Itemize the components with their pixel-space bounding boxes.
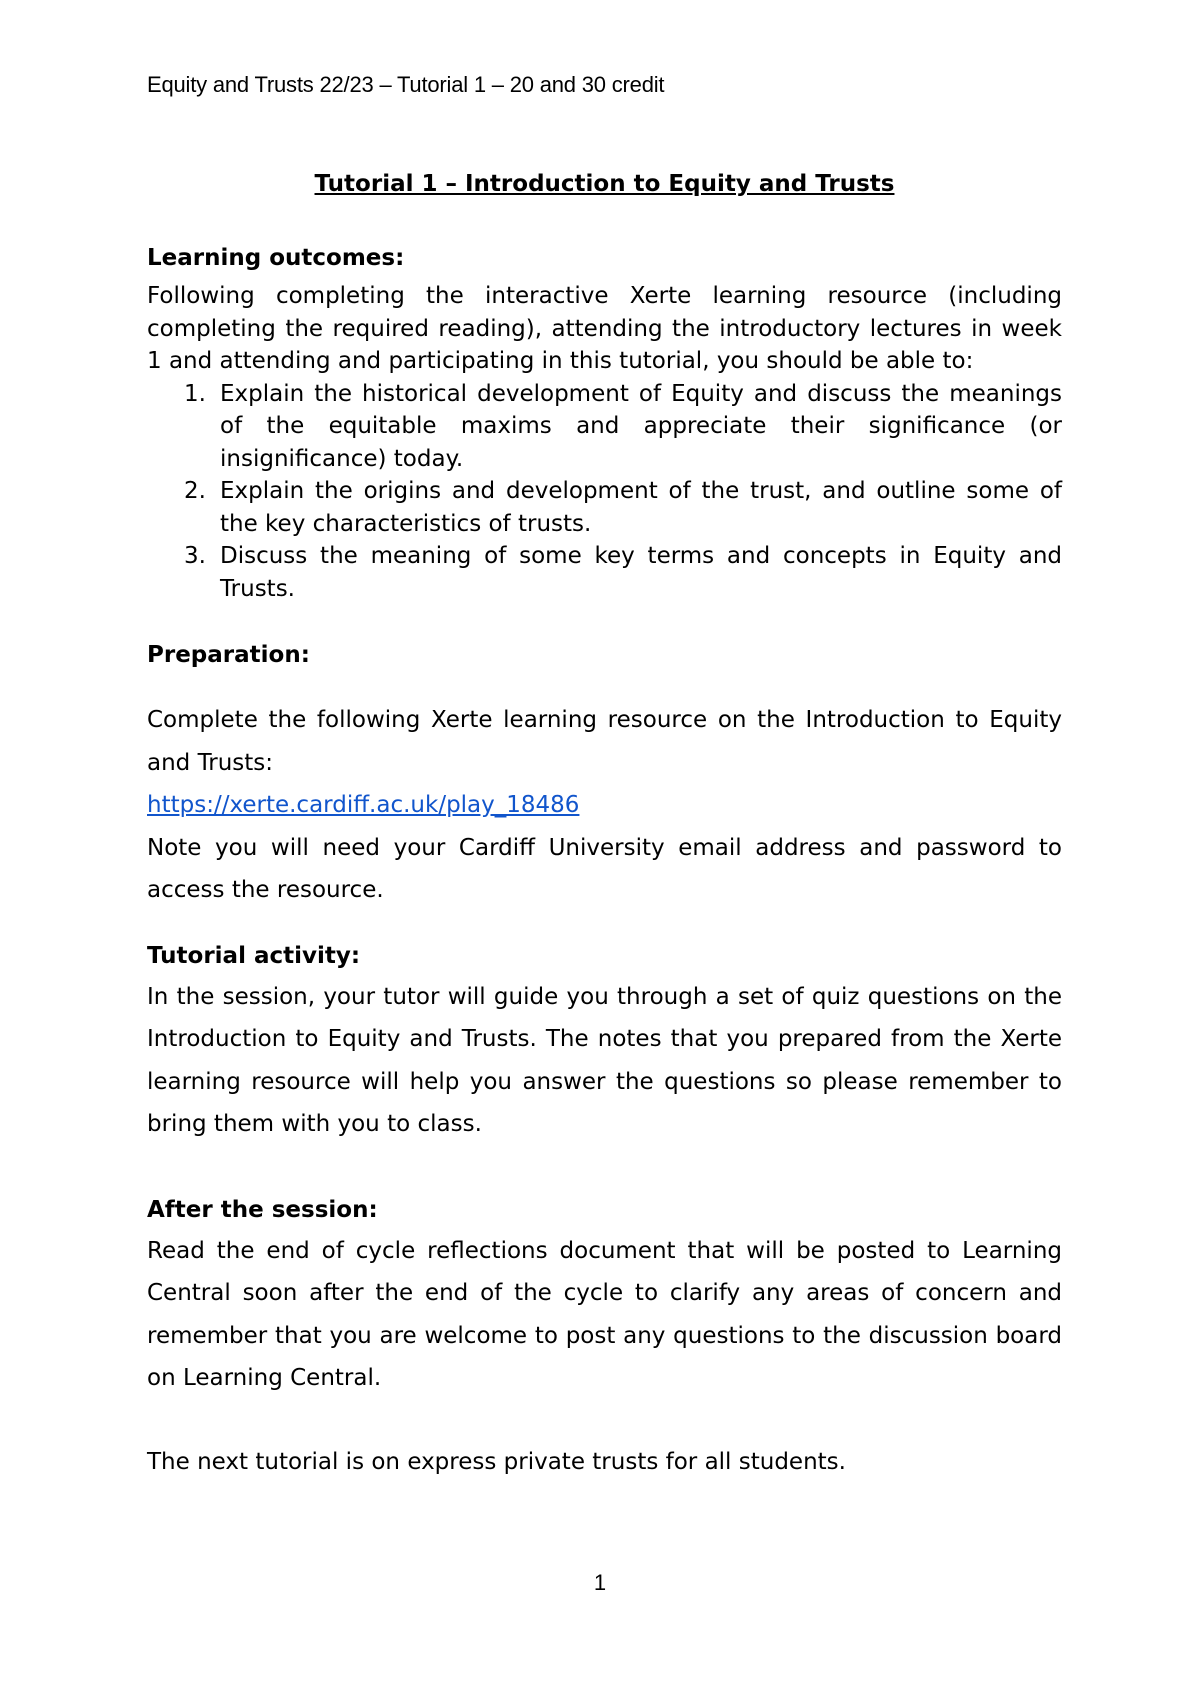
list-item-number: 3.: [184, 543, 206, 569]
xerte-resource-link[interactable]: https://xerte.cardiff.ac.uk/play_18486: [147, 792, 580, 818]
list-item: [147, 475, 1062, 540]
list-item: [147, 378, 1062, 476]
after-session-text: Read the end of cycle reflections document that will be posted to Learning Central soon after the end of the cycle to clarify any areas of concern and remember that you are welcome to post any questions to the discussion board on Learning Central.: [147, 1237, 1062, 1391]
page-number: 1: [593, 1570, 607, 1595]
list-item: [147, 540, 1062, 605]
list-item-text: Explain the historical development of Equity and discuss the meanings of the equitable maxims and appreciate their significance (or insignificance) today.: [220, 380, 1062, 472]
list-item-number: 2.: [184, 478, 206, 504]
preparation-note: Note you will need your Cardiff University email address and password to access the resource.: [147, 834, 1062, 903]
learning-outcomes-intro: Following completing the interactive Xerte learning resource (including completing the required reading), attending the introductory lectures in week 1 and attending and participating in this tutorial, you should be able to:: [147, 283, 1062, 374]
tutorial-activity-heading: Tutorial activity:: [147, 942, 361, 969]
list-item-number: 1.: [184, 380, 206, 407]
learning-outcomes-heading: Learning outcomes:: [147, 245, 405, 271]
list-item-text: Explain the origins and development of the trust, and outline some of the key characteristics of trusts.: [220, 478, 1062, 537]
document-title: Tutorial 1 – Introduction to Equity and Trusts: [314, 171, 895, 197]
next-tutorial-text: The next tutorial is on express private trusts for all students.: [147, 1448, 846, 1475]
learning-outcomes-list: [147, 378, 1062, 606]
tutorial-activity-text: In the session, your tutor will guide you through a set of quiz questions on the Introduction to Equity and Trusts. The notes that you prepared from the Xerte learning resource will help you answer the questions so please remember to bring them with you to class.: [147, 983, 1062, 1137]
running-header: Equity and Trusts 22/23 – Tutorial 1 – 20 and 30 credit: [147, 72, 665, 97]
preparation-text: Complete the following Xerte learning resource on the Introduction to Equity and Trusts:: [147, 707, 1062, 776]
document-body: [147, 168, 1062, 1483]
after-session-heading: After the session:: [147, 1196, 378, 1223]
list-item-text: Discuss the meaning of some key terms and concepts in Equity and Trusts.: [220, 543, 1062, 602]
preparation-heading: Preparation:: [147, 642, 310, 668]
